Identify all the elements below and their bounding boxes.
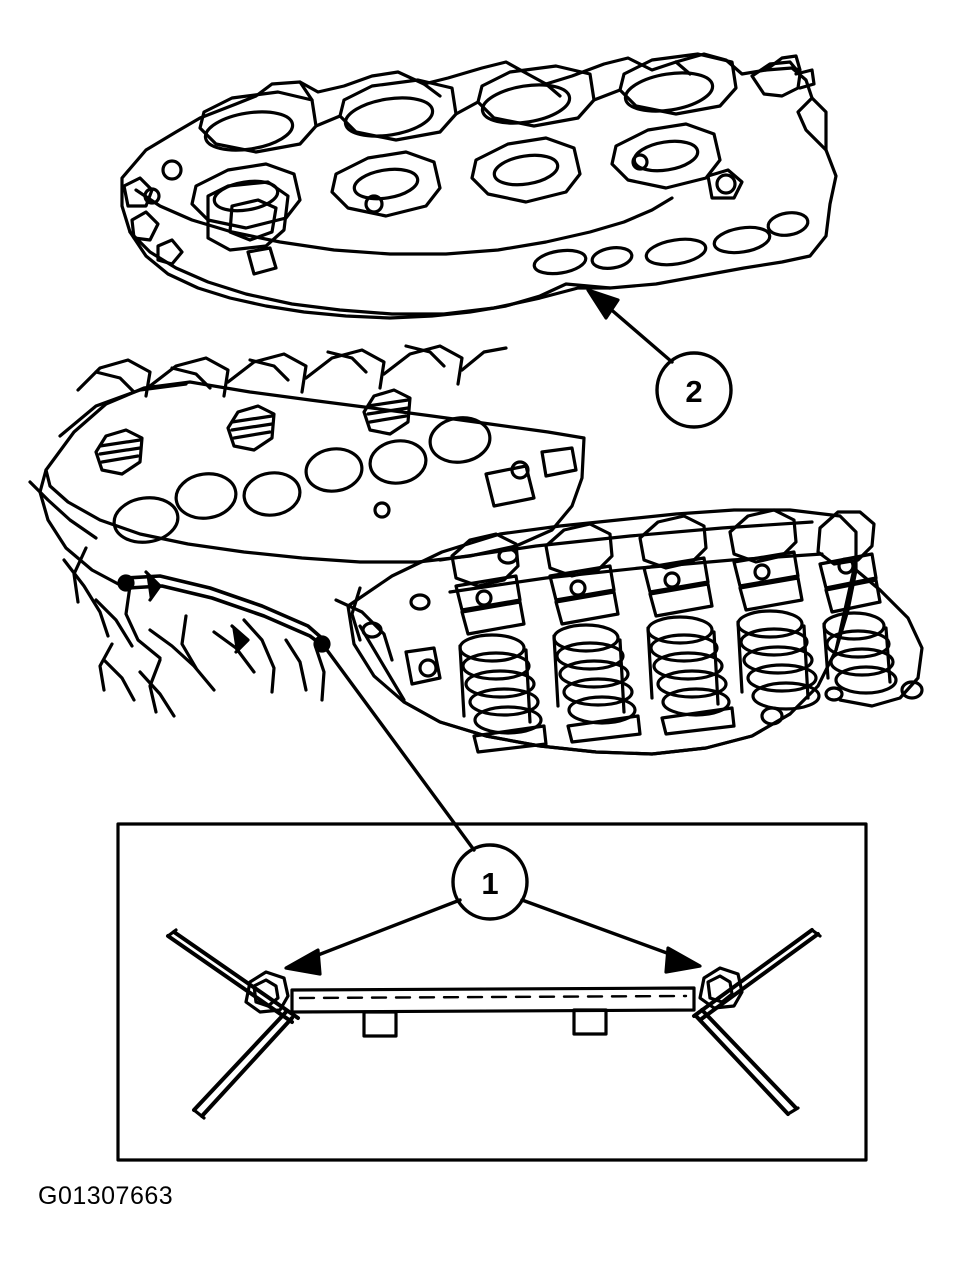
callout-1-number: 1 bbox=[481, 866, 499, 901]
callout-2 bbox=[588, 290, 731, 427]
upper-intake-manifold bbox=[122, 54, 836, 318]
rocker-arm-assembly bbox=[348, 510, 922, 754]
callout-2-number: 2 bbox=[685, 374, 703, 409]
figure-caption: G01307663 bbox=[38, 1182, 174, 1210]
fuel-rail-detail bbox=[168, 930, 820, 1118]
